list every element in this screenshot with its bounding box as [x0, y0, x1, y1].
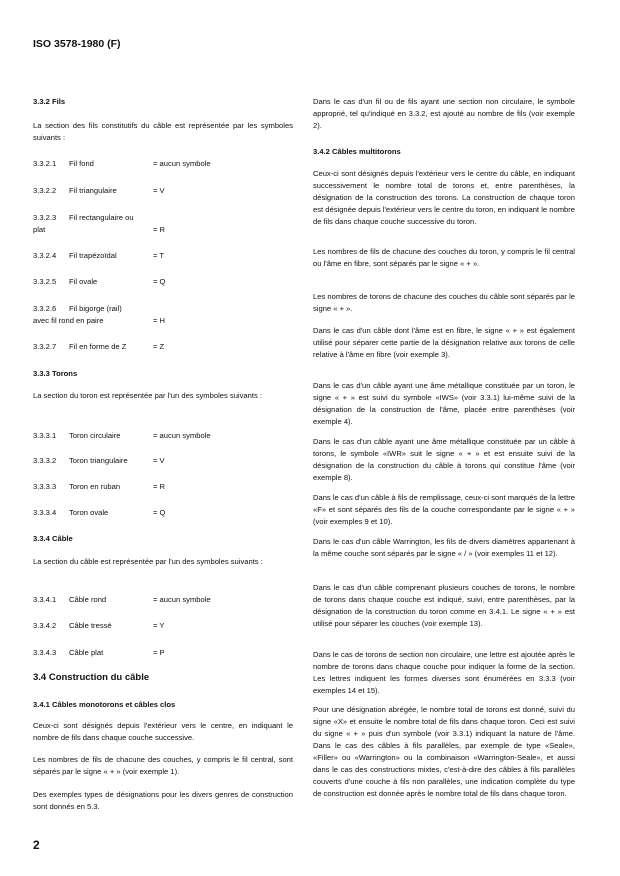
- paragraph: Dans le cas d'un câble ayant une âme métallique constituée par un câble à torons, le symbole «IWR» suit le signe « + » et est ensuite suivi de la désignation de la construction du câble à torons qui constitue l'âme (voir exemple 8).: [313, 437, 575, 482]
- item-number: 3.3.3.1: [33, 431, 57, 440]
- symbol-row-3-3-2-5: [33, 276, 293, 288]
- symbol-row-3-3-4-2: [33, 620, 293, 632]
- item-symbol: = V: [153, 456, 165, 465]
- item-number: 3.3.2.3: [33, 213, 57, 222]
- item-symbol: = aucun symbole: [153, 595, 211, 604]
- symbol-row-3-3-2-6: [33, 303, 293, 325]
- item-symbol: = V: [153, 186, 165, 195]
- section-intro-3-3-2: La section des fils constitutifs du câble est représentée par les symboles suivants :: [33, 121, 293, 142]
- item-number: 3.3.3.3: [33, 482, 57, 491]
- paragraph: Pour une désignation abrégée, le nombre total de torons est donné, suivi du signe «X» et ensuite le nombre total de fils dans chaque toron. Ceci est suivi du signe « + » puis d'un symbole (voir 3.3.1) indiquant la nature de l'âme. Dans le cas des câbles à fils parallèles, par exemple de type «Seale», «Filler» ou «Warrington» ou la combinaison «Warrington-Seale», et aussi dans le cas des constructions mixtes, c'est-à-dire des câbles à fils parallèles couverts d'une couche à fils non parallèles, une indication complète du type de construction est donnée après le nombre total de fils dans chaque toron.: [313, 705, 575, 798]
- item-label: Toron en ruban: [69, 482, 121, 491]
- item-symbol: = P: [153, 648, 165, 657]
- item-number: 3.3.2.4: [33, 251, 57, 260]
- item-symbol: = Z: [153, 342, 165, 351]
- item-label: Toron triangulaire: [69, 456, 128, 465]
- item-label-continued: plat: [33, 225, 46, 234]
- page-number: 2: [33, 838, 40, 852]
- section-intro-3-3-4: La section du câble est représentée par l'un des symboles suivants :: [33, 557, 263, 566]
- paragraph: Les nombres de fils de chacune des couches du toron, y compris le fil central ou l'âme en fibre, sont séparés par le signe « + ».: [313, 247, 575, 268]
- item-label: Câble plat: [69, 648, 104, 657]
- item-number: 3.3.2.1: [33, 159, 57, 168]
- symbol-row-3-3-2-3: [33, 212, 293, 234]
- item-number: 3.3.4.3: [33, 648, 57, 657]
- item-symbol: = aucun symbole: [153, 159, 211, 168]
- symbol-row-3-3-2-1: [33, 158, 293, 170]
- paragraph: Des exemples types de désignations pour les divers genres de construction sont donnés en 5.3.: [33, 790, 293, 811]
- item-label: Câble tressé: [69, 621, 112, 630]
- item-label: Fil triangulaire: [69, 186, 117, 195]
- paragraph: Dans le cas d'un câble comprenant plusieurs couches de torons, le nombre de torons dans chaque couche est indiqué, suivi, entre parenthèses, par la désignation de la construction du toron comme en 3.4.1. Le signe « + » est utilisé pour séparer les couches (voir exemple 13).: [313, 583, 575, 628]
- item-number: 3.3.2.7: [33, 342, 57, 351]
- item-number: 3.3.3.2: [33, 456, 57, 465]
- item-label-continued: avec fil rond en paire: [33, 316, 104, 325]
- section-heading-3-4-1: 3.4.1 Câbles monotorons et câbles clos: [33, 700, 176, 709]
- paragraph: Les nombres de fils de chacune des couches, y compris le fil central, sont séparés par le signe « + » (voir exemple 1).: [33, 755, 293, 776]
- paragraph: Dans le cas d'un fil ou de fils ayant une section non circulaire, le symbole approprié, tel qu'indiqué en 3.3.2, est ajouté au nombre de fils (voir exemple 2).: [313, 97, 575, 130]
- item-label: Fil fond: [69, 159, 94, 168]
- item-symbol: = R: [153, 482, 166, 491]
- item-number: 3.3.3.4: [33, 508, 57, 517]
- item-label: Fil rectangulaire ou: [69, 213, 134, 222]
- paragraph: Dans le cas d'un câble à fils de remplissage, ceux-ci sont marqués de la lettre «F» et sont séparés des fils de la couche correspondante par le signe « + » (voir exemples 9 et 10).: [313, 493, 575, 526]
- item-number: 3.3.4.2: [33, 621, 57, 630]
- paragraph: Dans le cas d'un câble ayant une âme métallique constituée par un toron, le signe « + » est suivi du symbole «IWS» (voir 3.3.1) lui-même suivi de la désignation de la construction de l'âme, placée entre parenthèses (voir exemple 4).: [313, 381, 575, 426]
- symbol-row-3-3-4-1: [33, 594, 293, 606]
- symbol-row-3-3-3-1: [33, 430, 293, 442]
- symbol-row-3-3-3-3: [33, 481, 293, 493]
- symbol-row-3-3-2-4: [33, 250, 293, 262]
- section-heading-3-3-3: 3.3.3 Torons: [33, 369, 78, 378]
- item-symbol: = Q: [153, 277, 166, 286]
- symbol-row-3-3-2-2: [33, 185, 293, 197]
- item-label: Toron ovale: [69, 508, 109, 517]
- section-heading-3-4: 3.4 Construction du câble: [33, 672, 150, 683]
- item-number: 3.3.2.2: [33, 186, 57, 195]
- paragraph: Dans le cas d'un câble Warrington, les fils de divers diamètres appartenant à la même couche sont séparés par le signe « / » (voir exemples 11 et 12).: [313, 537, 575, 558]
- item-symbol: = Y: [153, 621, 165, 630]
- item-label: Fil bigorge (rail): [69, 304, 122, 313]
- symbol-row-3-3-2-7: [33, 341, 293, 353]
- section-heading-3-3-4: 3.3.4 Câble: [33, 534, 73, 543]
- item-number: 3.3.4.1: [33, 595, 57, 604]
- item-label: Fil ovale: [69, 277, 98, 286]
- section-heading-3-4-2: 3.4.2 Câbles multitorons: [313, 147, 401, 156]
- paragraph: Dans le cas de torons de section non circulaire, une lettre est ajoutée après le nombre de torons dans chaque couche pour indiquer la forme de la section. Les lettres indiquent les formes diverses sont énumérées en 3.3.3 (voir exemples 14 et 15).: [313, 650, 575, 695]
- item-label: Fil trapézoïdal: [69, 251, 117, 260]
- item-symbol: = R: [153, 225, 166, 234]
- document-header: ISO 3578-1980 (F): [33, 38, 121, 50]
- item-symbol: = T: [153, 251, 165, 260]
- item-symbol: = H: [153, 316, 166, 325]
- item-symbol: = aucun symbole: [153, 431, 211, 440]
- paragraph: Ceux-ci sont désignés depuis l'extérieur vers le centre, en indiquant le nombre de fils dans chaque couche successive.: [33, 721, 293, 742]
- item-label: Fil en forme de Z: [69, 342, 127, 351]
- item-symbol: = Q: [153, 508, 166, 517]
- paragraph: Dans le cas d'un câble dont l'âme est en fibre, le signe « + » est également utilisé pour séparer cette partie de la désignation relative aux torons de celle relative à l'âme en fibre (voir exemple 3).: [313, 326, 575, 359]
- section-heading-3-3-2: 3.3.2 Fils: [33, 97, 66, 106]
- symbol-row-3-3-3-2: [33, 455, 293, 467]
- item-number: 3.3.2.5: [33, 277, 57, 286]
- item-label: Câble rond: [69, 595, 107, 604]
- paragraph: Ceux-ci sont désignés depuis l'extérieur vers le centre du câble, en indiquant successivement le nombre total de torons et, entre parenthèses, la désignation de la construction des torons. La construction de chaque toron est désignée depuis l'extérieur vers le centre du toron, en indiquant le nombre de fils dans chaque couche successive du toron.: [313, 169, 575, 226]
- symbol-row-3-3-4-3: [33, 647, 293, 659]
- item-number: 3.3.2.6: [33, 304, 57, 313]
- section-intro-3-3-3: La section du toron est représentée par l'un des symboles suivants :: [33, 391, 262, 400]
- paragraph: Les nombres de torons de chacune des couches du câble sont séparés par le signe « + ».: [313, 292, 575, 313]
- symbol-row-3-3-3-4: [33, 507, 293, 519]
- item-label: Toron circulaire: [69, 431, 121, 440]
